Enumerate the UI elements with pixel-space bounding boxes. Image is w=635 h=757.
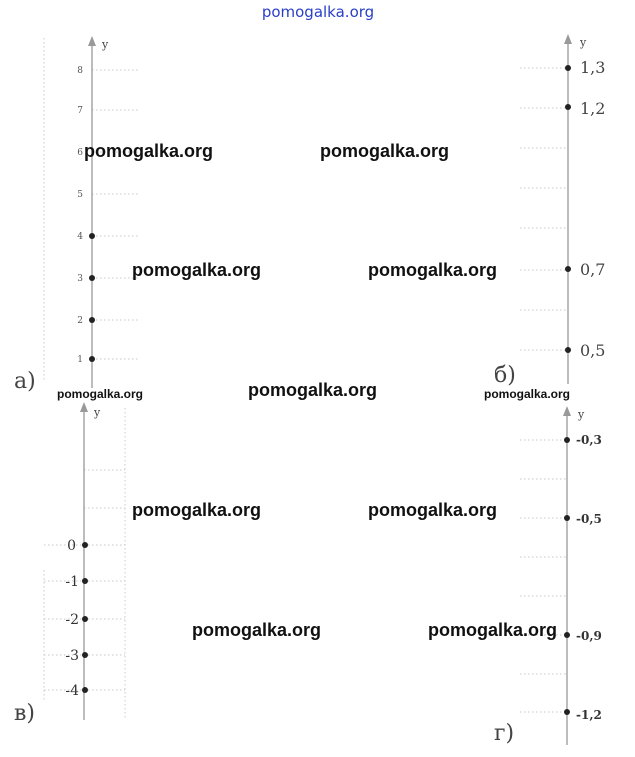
panel-g-tick-label: -0,5 (576, 512, 602, 526)
panel-a-point (89, 233, 95, 239)
panel-b-point (565, 347, 571, 353)
watermark-text: pomogalka.org (428, 620, 558, 640)
watermark-text: pomogalka.org (368, 500, 498, 520)
panel-g-point (564, 437, 570, 443)
panel-a-point (89, 356, 95, 362)
panel-v-axis-arrow (80, 402, 88, 412)
panel-a (14, 36, 138, 394)
panel-a-tick-label: 3 (77, 274, 83, 284)
panel-v-tick-label: -2 (65, 612, 79, 628)
panel-b-point (565, 266, 571, 272)
panel-g-point (564, 515, 570, 521)
panel-a-letter: а) (14, 369, 36, 394)
panel-v-axis-name: y (94, 406, 101, 419)
panel-v-tick-label: -1 (65, 574, 79, 590)
panel-b-axis-name: y (580, 36, 587, 49)
panel-a-tick-label: 8 (77, 66, 83, 76)
watermark-text: pomogalka.org (132, 260, 262, 280)
panel-g-axis-name: y (578, 408, 585, 421)
panel-v-tick-label: -4 (65, 683, 79, 699)
header-site-name: pomogalka.org (261, 3, 375, 21)
panel-v-point (82, 687, 88, 693)
watermark-text: pomogalka.org (84, 141, 214, 161)
panel-a-point (89, 275, 95, 281)
panel-v-tick-label: -3 (65, 648, 79, 664)
watermarks (57, 141, 570, 640)
panel-v (14, 402, 125, 726)
panel-a-point (89, 317, 95, 323)
panel-b-tick-label: 0,5 (580, 341, 606, 360)
panel-b-point (565, 65, 571, 71)
panel-v-point (82, 542, 88, 548)
panel-a-tick-label: 4 (77, 232, 83, 242)
panel-v-point (82, 616, 88, 622)
panel-a-tick-label: 2 (77, 316, 83, 326)
watermark-text: pomogalka.org (484, 387, 571, 401)
panel-a-tick-label: 7 (77, 106, 83, 116)
panel-g (494, 406, 602, 746)
panel-v-point (82, 652, 88, 658)
panel-b-point (565, 104, 571, 110)
panel-g-axis-arrow (563, 406, 571, 416)
watermark-text: pomogalka.org (192, 620, 322, 640)
panel-g-point (564, 709, 570, 715)
panel-g-tick-label: -0,3 (576, 433, 602, 447)
panel-b-tick-label: 1,3 (580, 58, 606, 77)
panel-g-point (564, 632, 570, 638)
panel-a-axis-arrow (88, 36, 96, 46)
watermark-text: pomogalka.org (132, 500, 262, 520)
panel-v-point (82, 578, 88, 584)
panel-a-tick-label: 6 (77, 148, 83, 158)
panel-g-tick-label: -0,9 (576, 629, 602, 643)
panel-b-axis-arrow (564, 34, 572, 44)
panel-a-tick-label: 5 (77, 190, 83, 200)
watermark-text: pomogalka.org (320, 141, 450, 161)
panel-g-letter: г) (494, 721, 515, 746)
watermark-text: pomogalka.org (248, 380, 378, 400)
panel-g-tick-label: -1,2 (576, 708, 602, 722)
panel-v-letter: в) (14, 701, 35, 726)
panel-b (494, 34, 605, 388)
panel-a-tick-label: 1 (77, 355, 83, 365)
panel-b-letter: б) (494, 363, 516, 388)
watermark-text: pomogalka.org (57, 387, 144, 401)
panel-b-tick-label: 0,7 (580, 260, 606, 279)
watermark-text: pomogalka.org (368, 260, 498, 280)
panel-b-tick-label: 1,2 (580, 99, 606, 118)
panel-v-tick-label: 0 (67, 538, 76, 554)
panel-a-axis-name: y (102, 38, 109, 51)
